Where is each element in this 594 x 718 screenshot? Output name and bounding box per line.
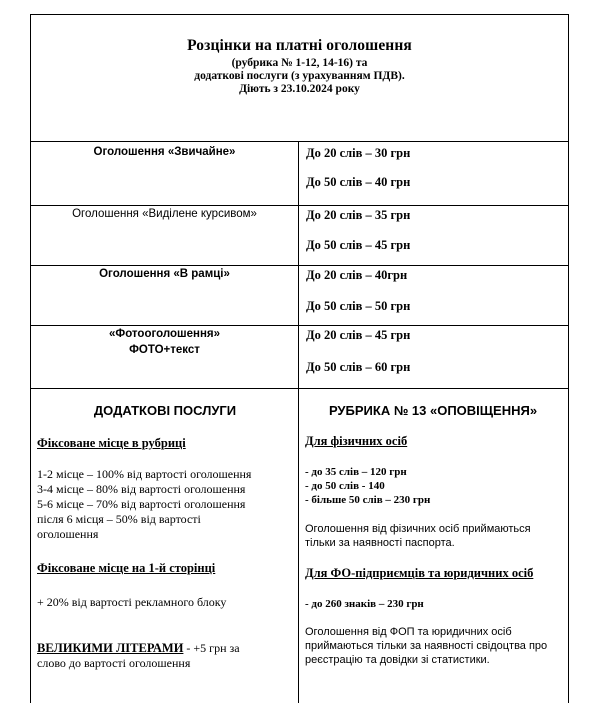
fixed-place-line: 3-4 місце – 80% від вартості оголошення: [37, 482, 246, 496]
ad-type-italic: Оголошення «Виділене курсивом»: [72, 208, 257, 220]
fop-note: Оголошення від ФОП та юридичних осіб: [305, 626, 512, 638]
price-50-words: До 50 слів – 40 грн: [306, 175, 411, 189]
ad-type-regular: Оголошення «Звичайне»: [93, 146, 236, 158]
price-20-words: До 20 слів – 35 грн: [306, 208, 411, 222]
physical-price-line: - до 50 слів - 140: [305, 480, 385, 492]
fop-note: реєстрацію та довідки зі статистики.: [305, 654, 490, 666]
caps-line: [37, 641, 240, 656]
price-50-words: До 50 слів – 60 грн: [306, 360, 411, 374]
divider: [31, 325, 568, 326]
first-page-title: Фіксоване місце на 1-й сторінці: [37, 561, 216, 575]
extra-services-title: ДОДАТКОВІ ПОСЛУГИ: [93, 403, 237, 418]
page-title: Розцінки на платні оголошення: [187, 37, 412, 54]
price-50-words: До 50 слів – 50 грн: [306, 299, 411, 313]
ad-type-photo: «Фотооголошення»: [108, 328, 220, 340]
price-20-words: До 20 слів – 40грн: [306, 268, 408, 282]
first-page-text: + 20% від вартості рекламного блоку: [37, 595, 227, 609]
price-table: [30, 14, 569, 703]
column-divider: [298, 141, 299, 703]
divider: [31, 388, 568, 389]
physical-price-line: - до 35 слів – 120 грн: [305, 466, 407, 478]
fixed-place-line: оголошення: [37, 527, 99, 541]
fop-title: Для ФО-підприємців та юридичних осіб: [305, 566, 534, 580]
fixed-place-line: 1-2 місце – 100% від вартості оголошення: [37, 467, 252, 481]
notices-title: РУБРИКА № 13 «ОПОВІЩЕННЯ»: [328, 403, 538, 418]
divider: [31, 141, 568, 142]
divider: [31, 205, 568, 206]
caps-text: - +5 грн за: [183, 641, 240, 655]
price-20-words: До 20 слів – 45 грн: [306, 328, 411, 342]
ad-type-photo-subtitle: ФОТО+текст: [129, 344, 200, 356]
fixed-place-line: 5-6 місце – 70% від вартості оголошення: [37, 497, 246, 511]
price-50-words: До 50 слів – 45 грн: [306, 238, 411, 252]
header-effective-date: Діють з 23.10.2024 року: [239, 83, 360, 95]
physical-persons-title: Для фізичних осіб: [305, 434, 408, 448]
fixed-place-line: після 6 місця – 50% від вартості: [37, 512, 201, 526]
caps-title: ВЕЛИКИМИ ЛІТЕРАМИ: [37, 641, 184, 655]
fop-price: - до 260 знаків – 230 грн: [305, 598, 424, 610]
ad-type-framed: Оголошення «В рамці»: [99, 268, 230, 280]
caps-text-2: слово до вартості оголошення: [37, 656, 191, 670]
header-subtitle-1: (рубрика № 1-12, 14-16) та: [231, 57, 368, 69]
header-subtitle-2: додаткові послуги (з урахуванням ПДВ).: [194, 70, 405, 82]
physical-note: тільки за наявності паспорта.: [305, 537, 455, 549]
physical-price-line: - більше 50 слів – 230 грн: [305, 494, 431, 506]
fop-note: приймаються тільки за наявності свідоцтва про: [305, 640, 548, 652]
fixed-place-title: Фіксоване місце в рубриці: [37, 436, 186, 450]
price-20-words: До 20 слів – 30 грн: [306, 146, 411, 160]
physical-note: Оголошення від фізичних осіб приймаються: [305, 523, 531, 535]
divider: [31, 265, 568, 266]
